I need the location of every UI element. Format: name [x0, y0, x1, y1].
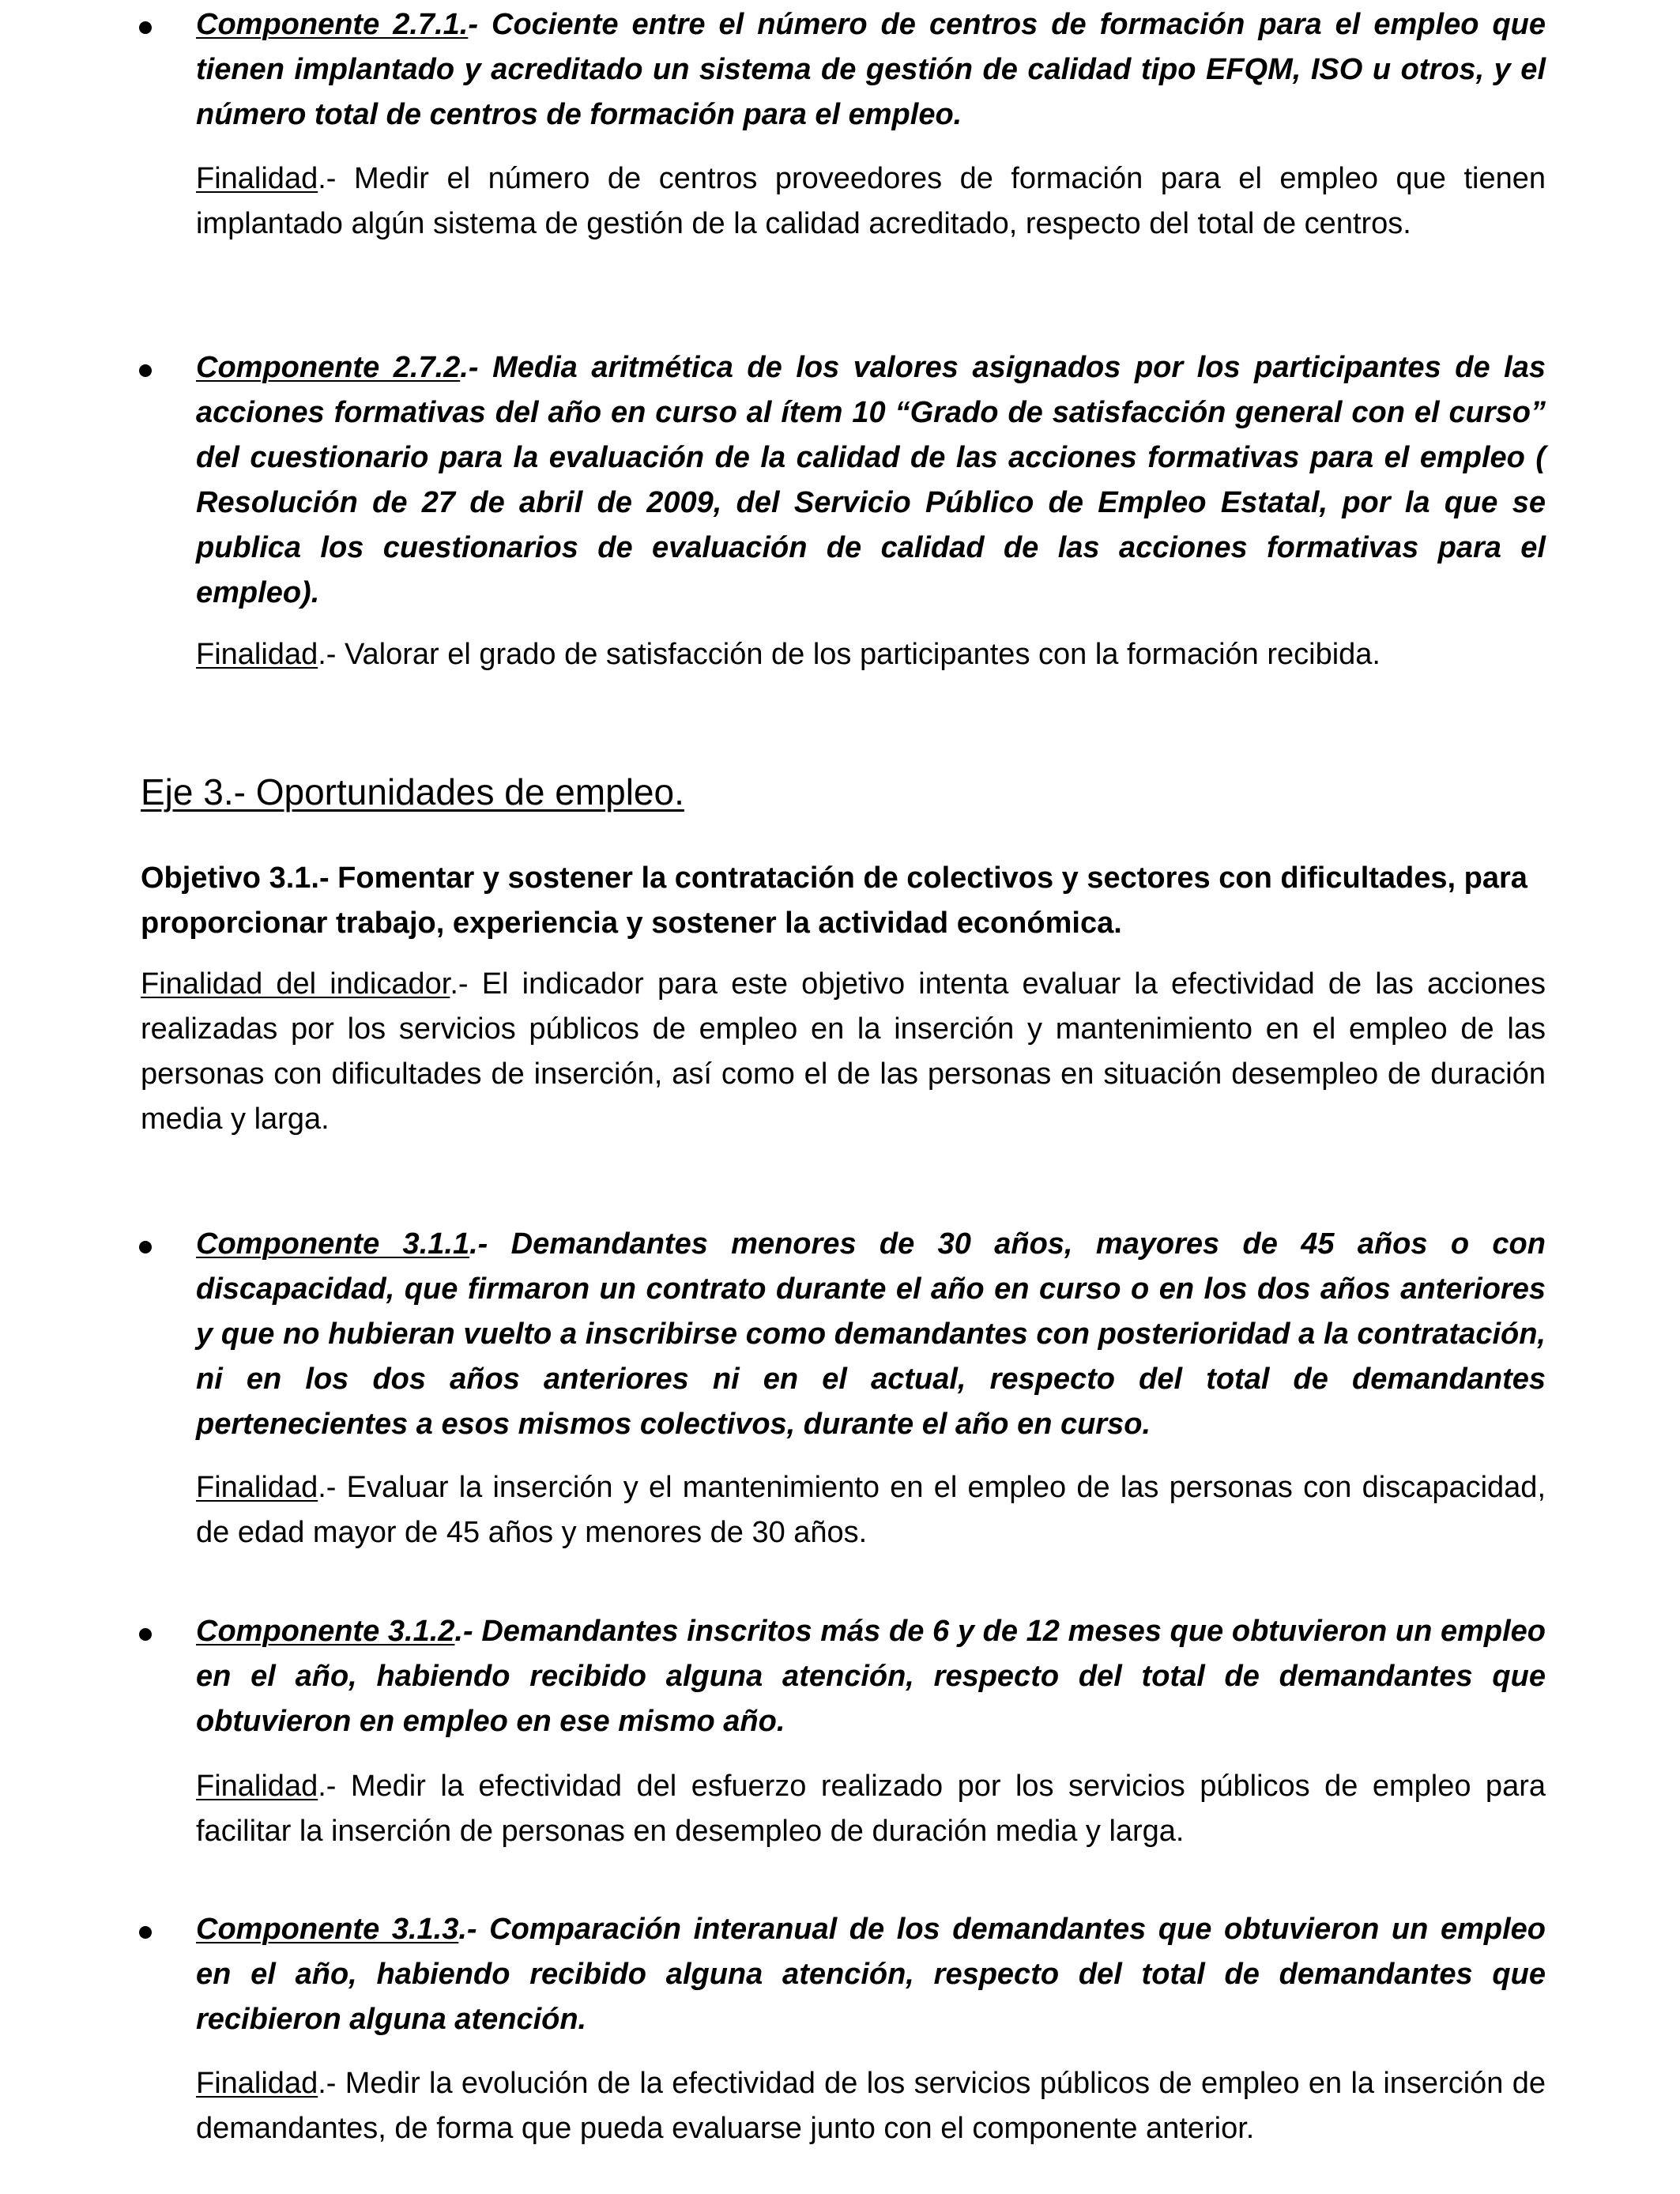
- componente-3-1-3-heading: [196, 1907, 1546, 2042]
- componente-text: Demandantes inscritos más de 6 y de 12 meses que obtuvieron un empleo en el año, habiendo recibido alguna atención, respecto del total de demandantes que obtuvieron en empleo en ese mismo año.: [196, 1615, 1546, 1738]
- bullet-icon: [139, 21, 152, 34]
- finalidad-indicador-text: .- El indicador para este objetivo intenta evaluar la efectividad de las acciones realizadas por los servicios públicos de empleo en la inserción y mantenimiento en el empleo de las personas con dificultades de inserción, así como el de las personas en situación desempleo de duración media y larga.: [141, 967, 1546, 1136]
- finalidad-text: .- Valorar el grado de satisfacción de los participantes con la formación recibida.: [318, 638, 1381, 671]
- finalidad-text: .- Evaluar la inserción y el mantenimiento en el empleo de las personas con discapacidad, de edad mayor de 45 años y menores de 30 años.: [196, 1471, 1546, 1549]
- componente-text: Demandantes menores de 30 años, mayores de 45 años o con discapacidad, que firmaron un contrato durante el año en curso o en los dos años anteriores y que no hubieran vuelto a inscribirse como demandantes con posterioridad a la contratación, ni en los dos años anteriores ni en el actual, respecto del total de demandantes pertenecientes a esos mismos colectivos, durante el año en curso.: [196, 1227, 1546, 1441]
- componente-label: Componente 3.1.2: [196, 1615, 455, 1648]
- componente-separator: .-: [454, 1615, 482, 1648]
- finalidad-label: Finalidad: [196, 2067, 318, 2100]
- finalidad-label: Finalidad: [196, 1471, 318, 1504]
- finalidad-text: .- Medir la evolución de la efectividad de los servicios públicos de empleo en la inserción de demandantes, de forma que pueda evaluarse junto con el componente anterior.: [196, 2067, 1546, 2145]
- componente-2-7-1-finalidad: [196, 156, 1546, 247]
- bullet-icon: [139, 1241, 152, 1253]
- finalidad-text: .- Medir la efectividad del esfuerzo realizado por los servicios públicos de empleo para facilitar la inserción de personas en desempleo de duración media y larga.: [196, 1770, 1546, 1848]
- componente-3-1-3-finalidad: [196, 2061, 1546, 2151]
- componente-text: Media aritmética de los valores asignados por los participantes de las acciones formativas del año en curso al ítem 10 “Grado de satisfacción general con el curso” del cuestionario para la evaluación de la calidad de las acciones formativas para el empleo ( Resolución de 27 de abril de 2009, del Servicio Público de Empleo Estatal, por la que se publica los cuestionarios de evaluación de calidad de las acciones formativas para el empleo).: [196, 351, 1546, 609]
- componente-3-1-2-heading: [196, 1609, 1546, 1744]
- componente-label: Componente 3.1.3: [196, 1913, 459, 1946]
- bullet-icon: [139, 1628, 152, 1641]
- objetivo-3-1-finalidad: [141, 962, 1546, 1142]
- componente-2-7-2-finalidad: [196, 632, 1546, 677]
- componente-separator: .-: [469, 1227, 511, 1261]
- componente-separator: .-: [460, 351, 493, 384]
- componente-label: Componente 2.7.1.: [196, 8, 469, 41]
- componente-label: Componente 2.7.2: [196, 351, 461, 384]
- finalidad-label: Finalidad: [196, 638, 318, 671]
- finalidad-text: .- Medir el número de centros proveedores de formación para el empleo que tienen implantado algún sistema de gestión de la calidad acreditado, respecto del total de centros.: [196, 162, 1546, 240]
- componente-2-7-2-heading: [196, 345, 1546, 616]
- bullet-icon: [139, 364, 152, 377]
- componente-3-1-1-heading: [196, 1222, 1546, 1447]
- componente-text: Comparación interanual de los demandantes que obtuvieron un empleo en el año, habiendo recibido alguna atención, respecto del total de demandantes que recibieron alguna atención.: [196, 1913, 1546, 2036]
- componente-3-1-2-finalidad: [196, 1764, 1546, 1854]
- finalidad-label: Finalidad: [196, 162, 318, 195]
- componente-label: Componente 3.1.1: [196, 1227, 470, 1261]
- componente-2-7-1-heading: [196, 2, 1546, 138]
- objetivo-3-1-heading: Objetivo 3.1.- Fomentar y sostener la contratación de colectivos y sectores con dificultades, para proporcionar trabajo, experiencia y sostener la actividad económica.: [141, 861, 1527, 940]
- bullet-icon: [139, 1926, 152, 1939]
- section-heading-eje-3: Eje 3.- Oportunidades de empleo.: [141, 771, 684, 812]
- componente-separator: .-: [458, 1913, 490, 1946]
- componente-3-1-1-finalidad: [196, 1465, 1546, 1555]
- componente-text: Cociente entre el número de centros de formación para el empleo que tienen implantado y acreditado un sistema de gestión de calidad tipo EFQM, ISO u otros, y el número total de centros de formación para el empleo.: [196, 8, 1546, 131]
- finalidad-indicador-label: Finalidad del indicador: [141, 967, 450, 1001]
- componente-separator: -: [468, 8, 492, 41]
- finalidad-label: Finalidad: [196, 1770, 318, 1803]
